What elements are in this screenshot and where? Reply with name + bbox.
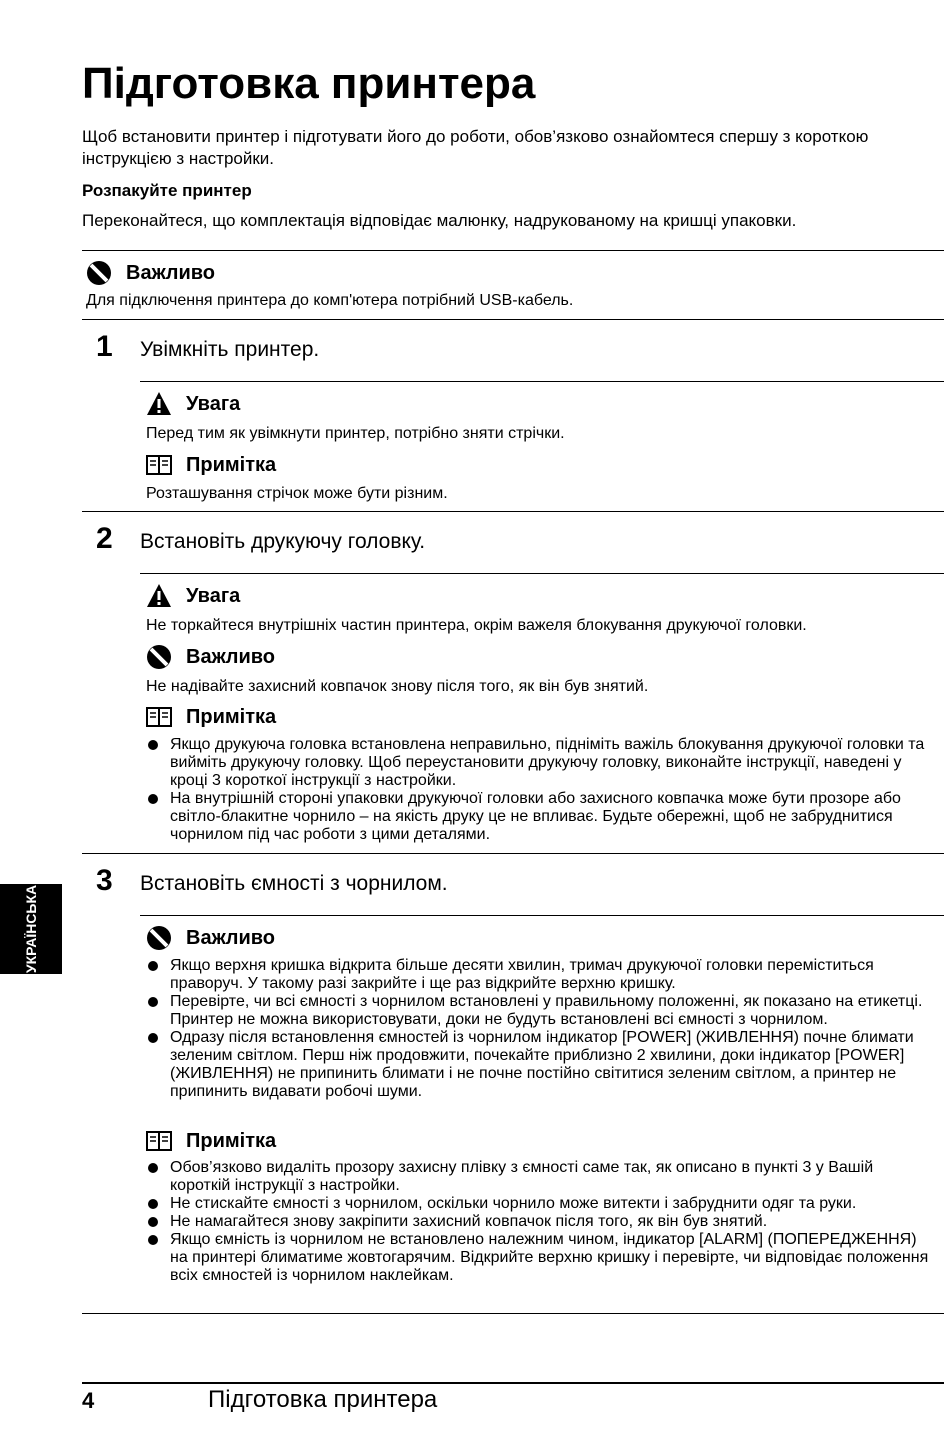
step-number: 2 [96,522,113,555]
note-heading: Примітка [146,704,276,730]
list-item: Обов’язково видаліть прозору захисну плівку з ємності саме так, як описано в пункті 3 у Вашій короткій інструкції з настройки. [146,1159,936,1195]
book-icon [146,704,172,730]
language-tab: УКРАЇНСЬКА [0,884,62,974]
unpack-text: Переконайтеся, що комплектація відповідає малюнку, надрукованому на кришці упаковки. [82,211,797,230]
divider [140,381,944,382]
list-item: Перевірте, чи всі ємності з чорнилом встановлені у правильному положенні, як показано на етикетці. Принтер не можна використовувати, доки не будуть встановлені всі ємності з чорнилом. [146,993,936,1029]
divider [82,319,944,320]
note-list [146,736,936,844]
important-text: Не надівайте захисний ковпачок знову після того, як він був знятий. [146,678,649,695]
note-list [146,1159,936,1285]
step-3 [96,864,448,904]
list-item: На внутрішній стороні упаковки друкуючої головки або захисного ковпачка може бути прозоре або світло-блакитне чорнило – на якість друку це не впливає. Будьте обережні, щоб не забруднитися чорнилом під час роботи з цими деталями. [146,790,936,844]
important-list [146,957,936,1101]
book-icon [146,452,172,478]
footer-title: Підготовка принтера [208,1386,438,1413]
important-heading: Важливо [86,260,215,286]
unpack-heading: Розпакуйте принтер [82,181,252,200]
prohibited-icon [86,260,112,286]
note-heading: Примітка [146,1128,276,1154]
page-number: 4 [82,1388,95,1413]
divider [140,915,944,916]
important-text: Для підключення принтера до комп'ютера потрібний USB-кабель. [86,292,574,309]
caution-heading: Увага [146,583,240,609]
list-item: Одразу після встановлення ємностей із чорнилом індикатор [POWER] (ЖИВЛЕННЯ) почне блимати зеленим світлом. Перш ніж продовжити, почекайте приблизно 2 хвилини, доки індикатор [POWER] (ЖИВЛЕННЯ) не припинить блимати і не почне постійно світитися зеленим світлом, а принтер не припинить видавати робочі шуми. [146,1029,936,1101]
list-item: Якщо друкуюча головка встановлена неправильно, підніміть важіль блокування друкуючої головки та вийміть друкуючу головку. Щоб переустановити друкуючу головку, виконайте інструкції, наведені у кроці 3 короткої інструкції з настройки. [146,736,936,790]
page-title: Підготовка принтера [82,59,536,108]
footer-divider [82,1382,944,1384]
divider [82,853,944,854]
caution-text: Не торкайтеся внутрішніх частин принтера, окрім важеля блокування друкуючої головки. [146,617,807,634]
divider [140,573,944,574]
step-number: 3 [96,864,113,897]
note-heading: Примітка [146,452,276,478]
step-2 [96,522,425,562]
divider [82,250,944,251]
step-text: Встановіть друкуючу головку. [140,530,426,553]
prohibited-icon [146,925,172,951]
warning-icon [146,583,172,609]
step-1 [96,330,319,370]
warning-icon [146,391,172,417]
book-icon [146,1128,172,1154]
list-item: Якщо верхня кришка відкрита більше десяти хвилин, тримач друкуючої головки переміститься праворуч. У такому разі закрийте і ще раз відкрийте верхню кришку. [146,957,936,993]
important-heading: Важливо [146,925,275,951]
divider [82,1313,944,1314]
step-text: Встановіть ємності з чорнилом. [140,872,448,895]
prohibited-icon [146,644,172,670]
step-text: Увімкніть принтер. [140,338,320,361]
caution-text: Перед тим як увімкнути принтер, потрібно зняти стрічки. [146,425,565,442]
list-item: Якщо ємність із чорнилом не встановлено належним чином, індикатор [ALARM] (ПОПЕРЕДЖЕННЯ) на принтері блиматиме жовтогарячим. Відкрийте верхню кришку і перевірте, чи відповідає положення всіх ємностей із чорнилом наклейкам. [146,1231,936,1285]
important-heading: Важливо [146,644,275,670]
note-text: Розташування стрічок може бути різним. [146,485,448,502]
step-number: 1 [96,330,113,363]
caution-heading: Увага [146,391,240,417]
intro-text: Щоб встановити принтер і підготувати його до роботи, обов’язково ознайомтеся спершу з короткою інструкцією з настройки. [82,127,869,168]
divider [82,511,944,512]
list-item: Не стискайте ємності з чорнилом, оскільки чорнило може витекти і забруднити одяг та руки. [146,1195,936,1213]
list-item: Не намагайтеся знову закріпити захисний ковпачок після того, як він був знятий. [146,1213,936,1231]
